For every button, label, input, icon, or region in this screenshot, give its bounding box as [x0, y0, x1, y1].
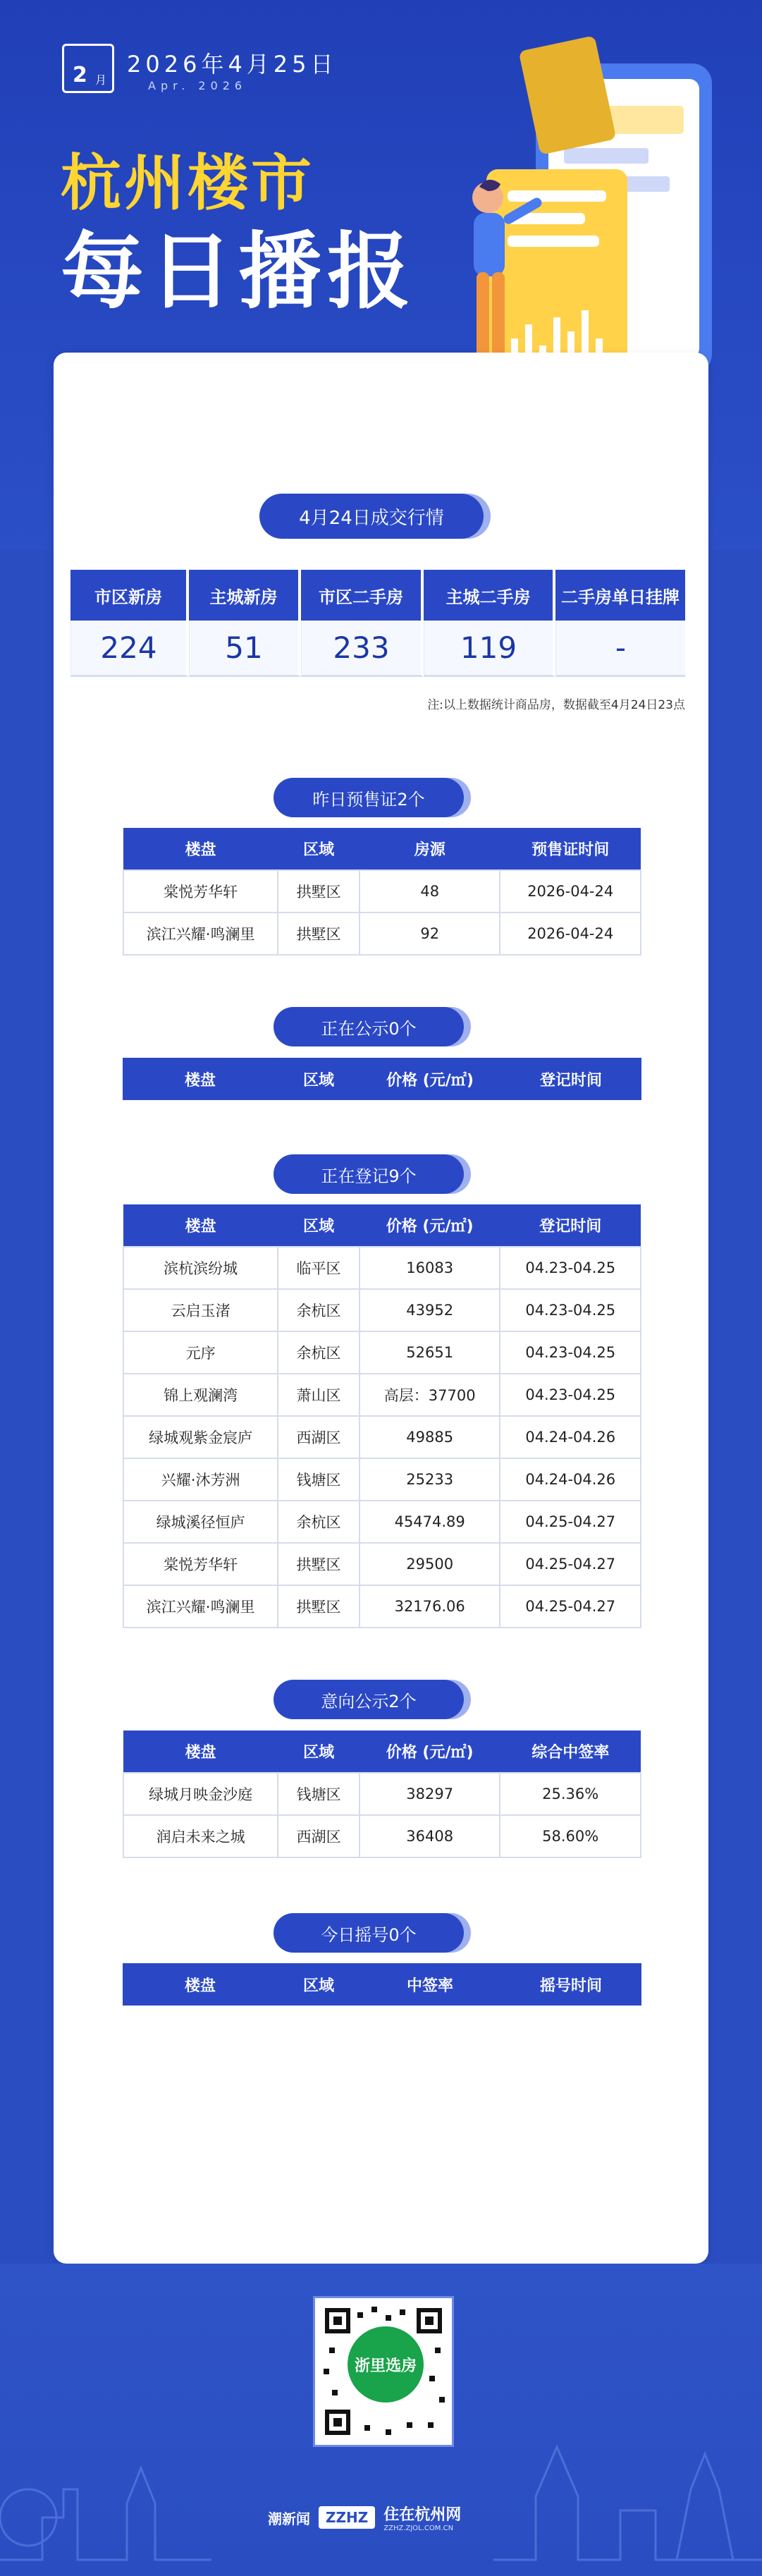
table-cell: 04.23-04.25: [500, 1247, 641, 1289]
table-cell: 滨江兴耀·鸣澜里: [123, 912, 278, 955]
table-header-row: [123, 1204, 641, 1247]
section-title: 正在登记9个: [321, 1166, 417, 1186]
stats-value-cell: 233: [301, 621, 424, 677]
stats-header-cell: 主城二手房: [424, 570, 555, 621]
table-cell: 04.25-04.27: [500, 1501, 641, 1543]
section-pill-registering: [274, 1154, 464, 1194]
table-cell: 锦上观澜湾: [123, 1374, 278, 1416]
presale-table: [123, 828, 641, 956]
site-name: 住在杭州网: [383, 2506, 462, 2524]
site-brand: [383, 2503, 461, 2532]
table-cell: 04.25-04.27: [500, 1543, 641, 1585]
header-cell: 区域: [278, 1730, 360, 1773]
header-cell: 中签率: [360, 1963, 500, 2006]
page-title-daily: 每日播报: [61, 223, 417, 320]
table-cell: 29500: [360, 1543, 500, 1585]
table-row: [123, 912, 641, 955]
header-cell: 楼盘: [123, 1730, 278, 1773]
registering-table: [123, 1204, 641, 1628]
table-row: [123, 1247, 641, 1289]
qr-center-logo: [348, 2326, 424, 2403]
table-cell: 48: [360, 870, 500, 912]
header-cell: 区域: [278, 1058, 360, 1100]
publicity-table: [123, 1058, 641, 1100]
header-cell: 楼盘: [123, 1204, 278, 1247]
table-row: [123, 1374, 641, 1416]
month-unit: 月: [95, 73, 107, 87]
date-main: 2026年4月25日: [127, 51, 338, 78]
table-row: [123, 1773, 641, 1815]
table-cell: 04.23-04.25: [500, 1331, 641, 1374]
table-cell: 92: [360, 912, 500, 955]
page-title-city: 杭州楼市: [61, 148, 314, 219]
section-pill-presale: [274, 778, 464, 817]
table-header-row: [123, 1058, 641, 1100]
stats-header-row: [70, 570, 685, 621]
table-row: [123, 1543, 641, 1585]
table-cell: 余杭区: [278, 1501, 360, 1543]
header-cell: 房源: [360, 828, 500, 870]
table-cell: 拱墅区: [278, 1543, 360, 1585]
table-header-row: [123, 1963, 641, 2006]
header-cell: 摇号时间: [500, 1963, 641, 2006]
header-cell: 价格 (元/㎡): [360, 1204, 500, 1247]
table-cell: 52651: [360, 1331, 500, 1374]
table-cell: 临平区: [278, 1247, 360, 1289]
table-cell: 32176.06: [360, 1585, 500, 1628]
table-cell: 45474.89: [360, 1501, 500, 1543]
stats-value-cell: 51: [189, 621, 301, 677]
footer-logos: [268, 2496, 691, 2539]
table-cell: 04.23-04.25: [500, 1289, 641, 1331]
data-footnote: 注:以上数据统计商品房，数据截至4月24日23点: [427, 698, 685, 712]
header-cell: 综合中签率: [500, 1730, 641, 1773]
stats-header-cell: 市区二手房: [301, 570, 424, 621]
section-title: 意向公示2个: [321, 1691, 417, 1711]
table-row: [123, 1458, 641, 1501]
table-cell: 绿城观紫金宸庐: [123, 1416, 278, 1458]
table-cell: 2026-04-24: [500, 912, 641, 955]
header-cell: 楼盘: [123, 828, 278, 870]
date-sub: Apr. 2026: [148, 79, 247, 92]
header-cell: 价格 (元/㎡): [360, 1730, 500, 1773]
table-cell: 滨江兴耀·鸣澜里: [123, 1585, 278, 1628]
table-cell: 04.24-04.26: [500, 1458, 641, 1501]
site-url: ZZHZ.ZJOL.COM.CN: [383, 2525, 454, 2532]
stats-value-cell: -: [555, 621, 685, 677]
table-cell: 拱墅区: [278, 1585, 360, 1628]
table-cell: 绿城月映金沙庭: [123, 1773, 278, 1815]
header-cell: 区域: [278, 1963, 360, 2006]
table-cell: 49885: [360, 1416, 500, 1458]
table-cell: 36408: [360, 1815, 500, 1857]
table-cell: 2026-04-24: [500, 870, 641, 912]
header-cell: 价格 (元/㎡): [360, 1058, 500, 1100]
table-cell: 04.23-04.25: [500, 1374, 641, 1416]
table-cell: 38297: [360, 1773, 500, 1815]
zzhz-logo: ZZHZ: [319, 2506, 375, 2529]
table-cell: 43952: [360, 1289, 500, 1331]
header-cell: 楼盘: [123, 1058, 278, 1100]
transaction-stats-table: [70, 570, 685, 677]
header-cell: 楼盘: [123, 1963, 278, 2006]
table-cell: 04.24-04.26: [500, 1416, 641, 1458]
news-logo: 潮新闻: [268, 2510, 310, 2527]
section-pill-intent: [274, 1680, 464, 1719]
table-cell: 棠悦芳华轩: [123, 870, 278, 912]
table-cell: 钱塘区: [278, 1773, 360, 1815]
lottery-table: [123, 1963, 641, 2006]
header-cell: 预售证时间: [500, 828, 641, 870]
table-cell: 拱墅区: [278, 870, 360, 912]
month-number: 2: [73, 63, 87, 87]
table-cell: 余杭区: [278, 1331, 360, 1374]
section-pill-lottery: [274, 1913, 464, 1953]
table-cell: 棠悦芳华轩: [123, 1543, 278, 1585]
table-cell: 高层：37700: [360, 1374, 500, 1416]
table-cell: 西湖区: [278, 1815, 360, 1857]
table-cell: 元序: [123, 1331, 278, 1374]
table-cell: 余杭区: [278, 1289, 360, 1331]
table-cell: 云启玉渚: [123, 1289, 278, 1331]
calendar-icon: [62, 44, 114, 93]
table-row: [123, 1815, 641, 1857]
table-cell: 滨杭滨纷城: [123, 1247, 278, 1289]
table-cell: 萧山区: [278, 1374, 360, 1416]
stats-header-cell: 主城新房: [189, 570, 301, 621]
table-row: [123, 1585, 641, 1628]
table-cell: 58.60%: [500, 1815, 641, 1857]
section-title: 今日摇号0个: [321, 1924, 417, 1945]
section-pill-publicity: [274, 1007, 464, 1046]
table-header-row: [123, 828, 641, 870]
header-cell: 区域: [278, 828, 360, 870]
table-row: [123, 1501, 641, 1543]
stats-value-row: [70, 621, 685, 677]
table-cell: 04.25-04.27: [500, 1585, 641, 1628]
header-cell: 登记时间: [500, 1204, 641, 1247]
table-row: [123, 1331, 641, 1374]
section-title: 正在公示0个: [321, 1018, 417, 1039]
section-pill-transactions: [259, 494, 484, 539]
table-cell: 西湖区: [278, 1416, 360, 1458]
table-cell: 25.36%: [500, 1773, 641, 1815]
table-header-row: [123, 1730, 641, 1773]
qr-code[interactable]: [313, 2296, 454, 2447]
table-row: [123, 1289, 641, 1331]
stats-value-cell: 119: [424, 621, 555, 677]
section-title: 昨日预售证2个: [312, 789, 425, 810]
table-cell: 兴耀·沐芳洲: [123, 1458, 278, 1501]
table-cell: 润启未来之城: [123, 1815, 278, 1857]
section-title: 4月24日成交行情: [299, 507, 444, 529]
header-cell: 登记时间: [500, 1058, 641, 1100]
table-cell: 绿城溪径恒庐: [123, 1501, 278, 1543]
intent-table: [123, 1730, 641, 1858]
stats-header-cell: 市区新房: [70, 570, 189, 621]
table-cell: 拱墅区: [278, 912, 360, 955]
table-row: [123, 870, 641, 912]
table-cell: 25233: [360, 1458, 500, 1501]
stats-header-cell: 二手房单日挂牌: [555, 570, 685, 621]
header-cell: 区域: [278, 1204, 360, 1247]
stats-value-cell: 224: [70, 621, 189, 677]
table-row: [123, 1416, 641, 1458]
table-cell: 钱塘区: [278, 1458, 360, 1501]
table-cell: 16083: [360, 1247, 500, 1289]
qr-label: 浙里选房: [354, 2357, 417, 2375]
